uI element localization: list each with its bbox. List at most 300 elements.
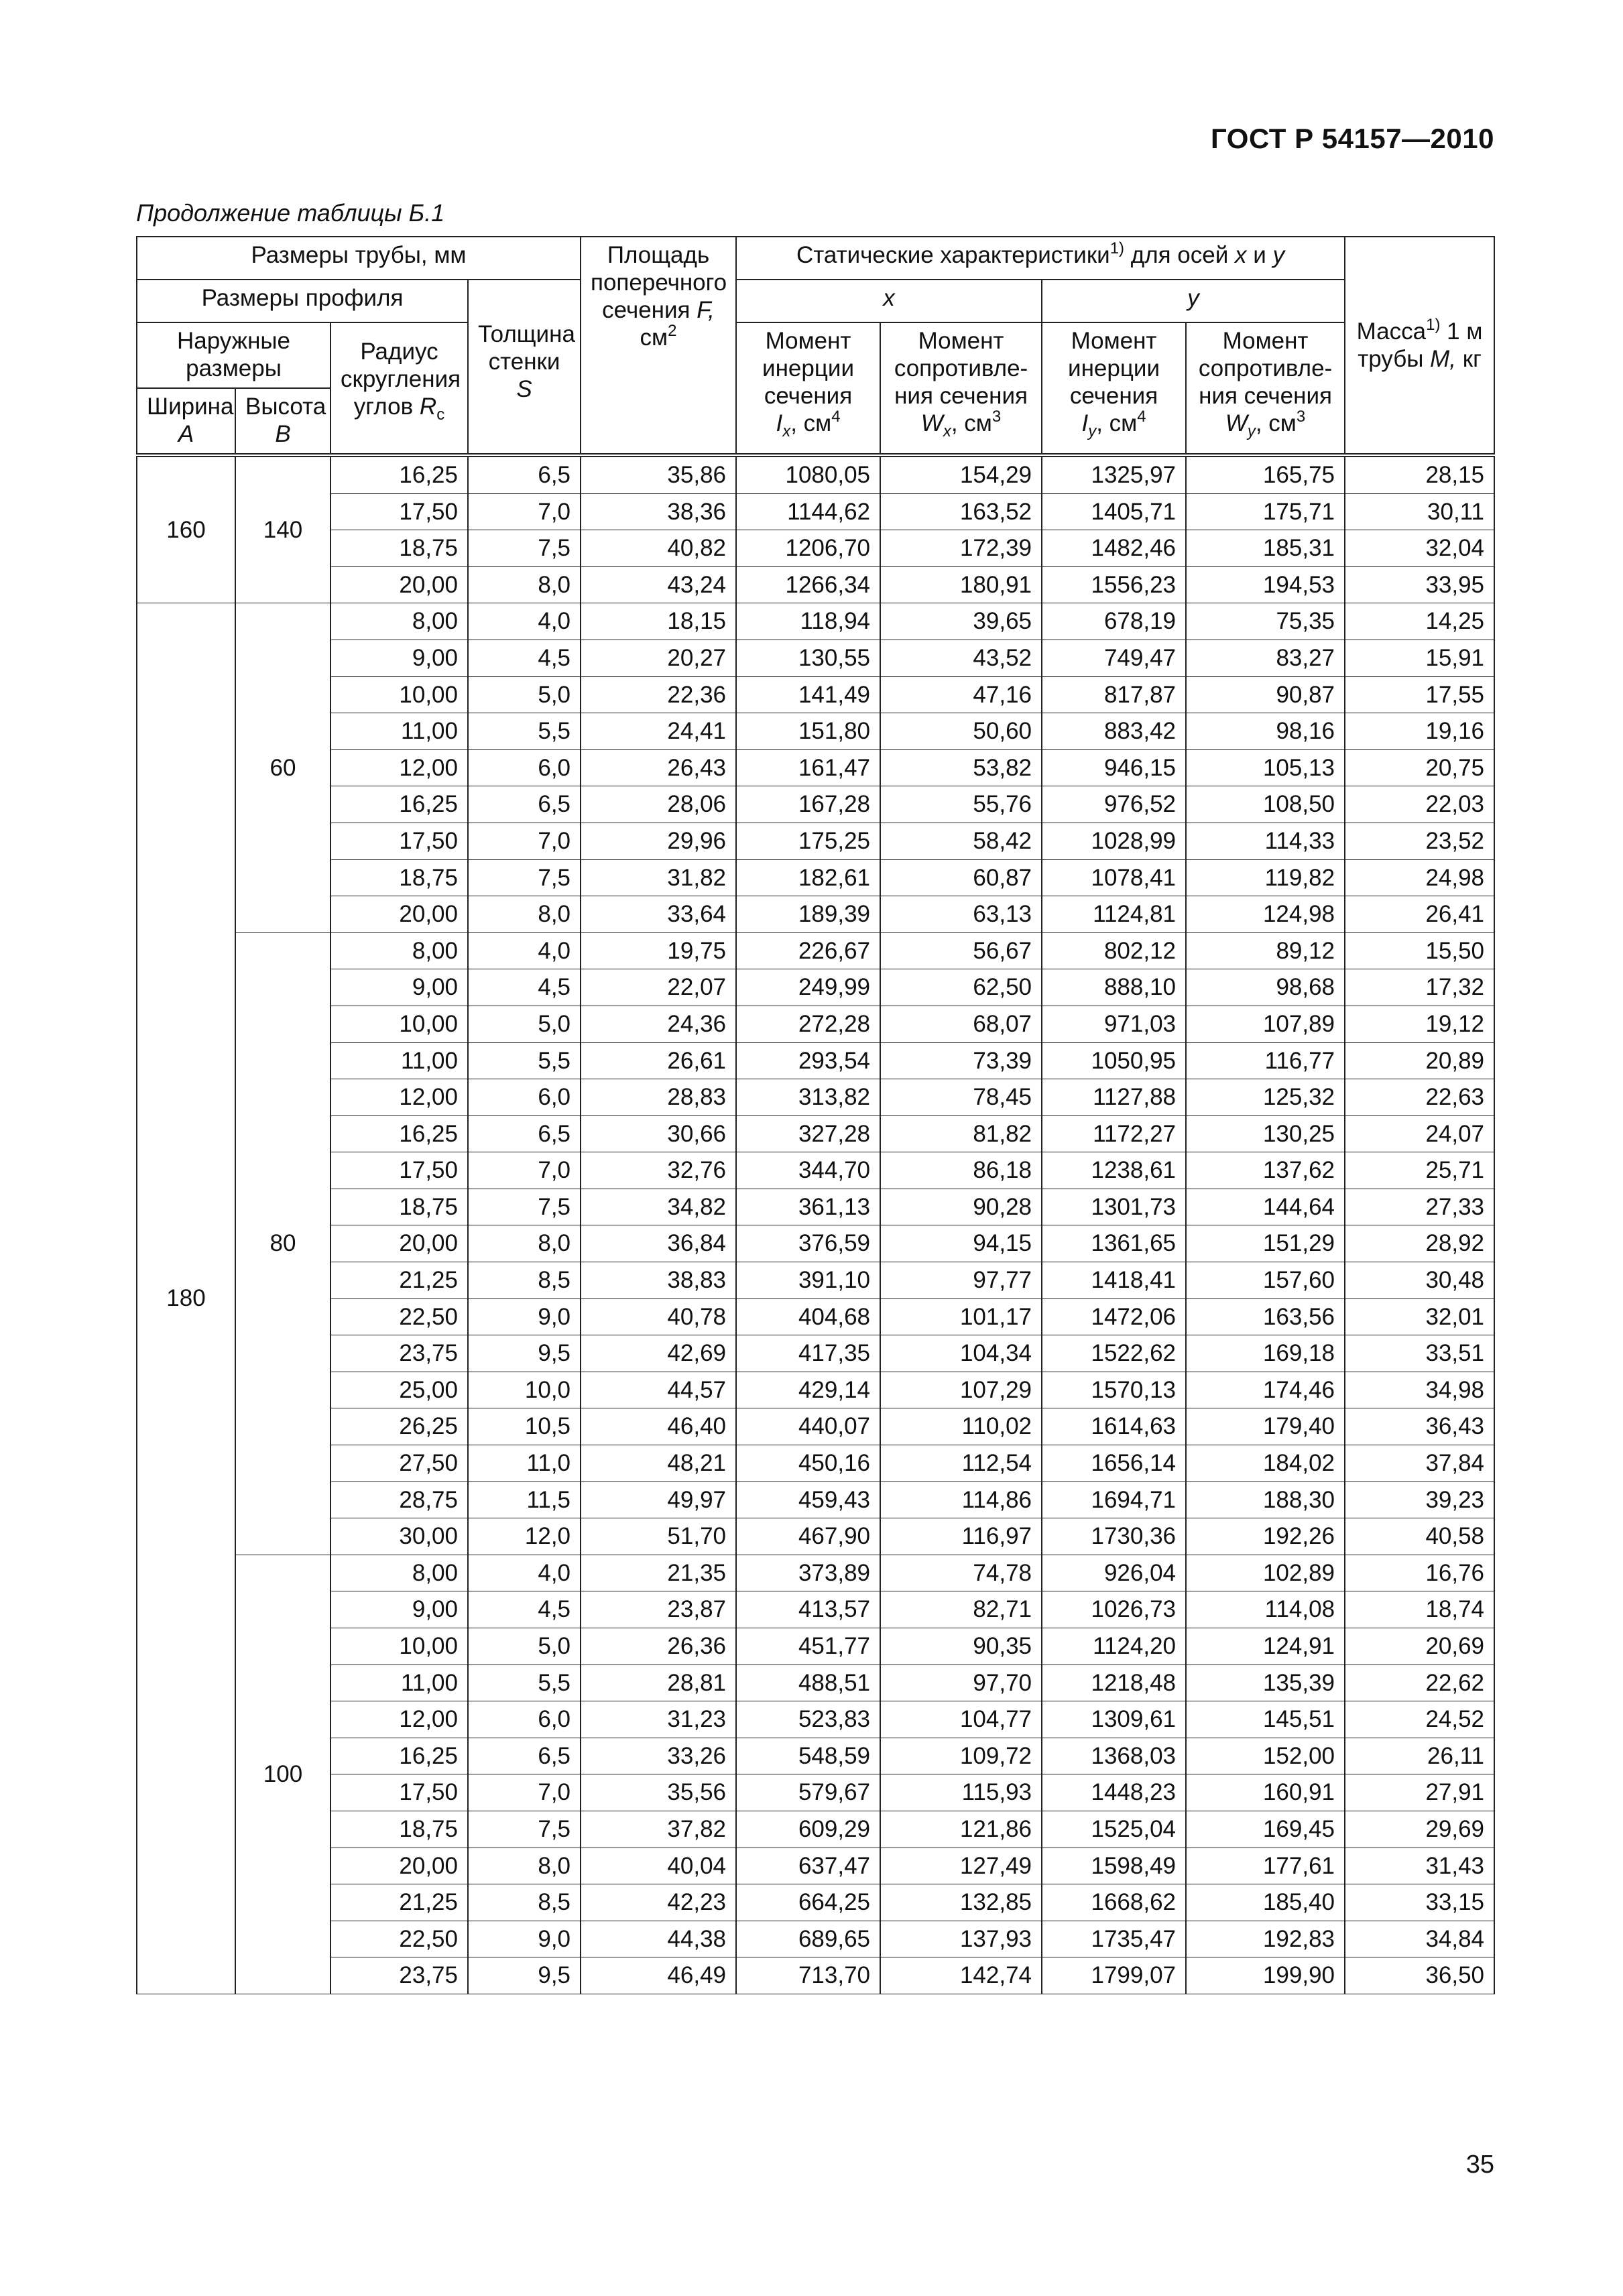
table-row bbox=[137, 749, 1494, 786]
table-row bbox=[137, 603, 1494, 640]
inertia-y-cell: 1301,73 bbox=[1042, 1189, 1186, 1225]
area-cell: 18,15 bbox=[581, 603, 736, 640]
area-cell: 42,23 bbox=[581, 1884, 736, 1921]
height-cell: 60 bbox=[235, 603, 330, 932]
resistance-y-cell: 174,46 bbox=[1186, 1372, 1345, 1408]
resistance-x-cell: 43,52 bbox=[880, 640, 1042, 676]
mass-cell: 25,71 bbox=[1345, 1152, 1494, 1189]
resistance-y-cell: 175,71 bbox=[1186, 493, 1345, 530]
radius-cell: 18,75 bbox=[330, 1811, 468, 1848]
mass-cell: 33,51 bbox=[1345, 1335, 1494, 1372]
inertia-x-cell: 1206,70 bbox=[736, 530, 880, 567]
resistance-y-cell: 107,89 bbox=[1186, 1006, 1345, 1042]
inertia-y-cell: 1614,63 bbox=[1042, 1408, 1186, 1445]
radius-cell: 18,75 bbox=[330, 1189, 468, 1225]
inertia-y-cell: 1418,41 bbox=[1042, 1262, 1186, 1299]
resistance-x-cell: 121,86 bbox=[880, 1811, 1042, 1848]
area-cell: 37,82 bbox=[581, 1811, 736, 1848]
resistance-x-cell: 60,87 bbox=[880, 859, 1042, 896]
resistance-x-cell: 78,45 bbox=[880, 1079, 1042, 1116]
resistance-x-cell: 109,72 bbox=[880, 1738, 1042, 1774]
inertia-y-cell: 1124,20 bbox=[1042, 1628, 1186, 1665]
radius-cell: 17,50 bbox=[330, 493, 468, 530]
mass-cell: 39,23 bbox=[1345, 1482, 1494, 1518]
inertia-y-cell: 1448,23 bbox=[1042, 1774, 1186, 1811]
table-row bbox=[137, 896, 1494, 933]
area-cell: 30,66 bbox=[581, 1115, 736, 1152]
table-row bbox=[137, 566, 1494, 603]
area-cell: 51,70 bbox=[581, 1518, 736, 1555]
thickness-cell: 9,0 bbox=[468, 1298, 581, 1335]
inertia-y-cell: 1694,71 bbox=[1042, 1482, 1186, 1518]
mass-cell: 40,58 bbox=[1345, 1518, 1494, 1555]
table-row bbox=[137, 1152, 1494, 1189]
area-cell: 28,81 bbox=[581, 1665, 736, 1701]
header-height: Высота B bbox=[235, 388, 330, 455]
inertia-x-cell: 609,29 bbox=[736, 1811, 880, 1848]
table-row bbox=[137, 493, 1494, 530]
resistance-x-cell: 104,77 bbox=[880, 1701, 1042, 1738]
area-cell: 31,82 bbox=[581, 859, 736, 896]
table-row bbox=[137, 1811, 1494, 1848]
table-body bbox=[137, 455, 1494, 1994]
resistance-x-cell: 94,15 bbox=[880, 1225, 1042, 1262]
inertia-x-cell: 249,99 bbox=[736, 969, 880, 1006]
table-row bbox=[137, 1957, 1494, 1994]
area-cell: 35,86 bbox=[581, 455, 736, 493]
table-row bbox=[137, 530, 1494, 567]
header-width: Ширина A bbox=[137, 388, 235, 455]
radius-cell: 20,00 bbox=[330, 1225, 468, 1262]
inertia-y-cell: 1525,04 bbox=[1042, 1811, 1186, 1848]
header-thickness: Толщина стенки S bbox=[468, 280, 581, 455]
thickness-cell: 6,0 bbox=[468, 1079, 581, 1116]
header-resistance-x: Момент сопротивле-ния сечения $W_x$, $см^3$ bbox=[880, 322, 1042, 455]
header-pipe-sizes: Размеры трубы, мм bbox=[137, 237, 581, 280]
resistance-y-cell: 188,30 bbox=[1186, 1482, 1345, 1518]
radius-cell: 25,00 bbox=[330, 1372, 468, 1408]
inertia-y-cell: 1405,71 bbox=[1042, 493, 1186, 530]
area-cell: 32,76 bbox=[581, 1152, 736, 1189]
inertia-x-cell: 1266,34 bbox=[736, 566, 880, 603]
table-row bbox=[137, 1555, 1494, 1591]
resistance-y-cell: 116,77 bbox=[1186, 1042, 1345, 1079]
inertia-x-cell: 579,67 bbox=[736, 1774, 880, 1811]
inertia-x-cell: 523,83 bbox=[736, 1701, 880, 1738]
radius-cell: 10,00 bbox=[330, 1006, 468, 1042]
resistance-x-cell: 172,39 bbox=[880, 530, 1042, 567]
resistance-y-cell: 130,25 bbox=[1186, 1115, 1345, 1152]
area-cell: 38,36 bbox=[581, 493, 736, 530]
radius-cell: 8,00 bbox=[330, 1555, 468, 1591]
table-row bbox=[137, 1591, 1494, 1628]
inertia-x-cell: 451,77 bbox=[736, 1628, 880, 1665]
thickness-cell: 8,0 bbox=[468, 896, 581, 933]
table-row bbox=[137, 1189, 1494, 1225]
resistance-x-cell: 81,82 bbox=[880, 1115, 1042, 1152]
mass-cell: 30,48 bbox=[1345, 1262, 1494, 1299]
mass-cell: 19,12 bbox=[1345, 1006, 1494, 1042]
height-cell: 80 bbox=[235, 932, 330, 1555]
inertia-x-cell: 689,65 bbox=[736, 1921, 880, 1957]
inertia-y-cell: 1238,61 bbox=[1042, 1152, 1186, 1189]
mass-cell: 28,92 bbox=[1345, 1225, 1494, 1262]
inertia-y-cell: 1218,48 bbox=[1042, 1665, 1186, 1701]
radius-cell: 17,50 bbox=[330, 1152, 468, 1189]
resistance-x-cell: 104,34 bbox=[880, 1335, 1042, 1372]
thickness-cell: 9,5 bbox=[468, 1957, 581, 1994]
resistance-x-cell: 114,86 bbox=[880, 1482, 1042, 1518]
thickness-cell: 6,5 bbox=[468, 455, 581, 493]
inertia-x-cell: 327,28 bbox=[736, 1115, 880, 1152]
inertia-y-cell: 1127,88 bbox=[1042, 1079, 1186, 1116]
inertia-x-cell: 1144,62 bbox=[736, 493, 880, 530]
header-profile-sizes: Размеры профиля bbox=[137, 280, 468, 322]
inertia-y-cell: 1570,13 bbox=[1042, 1372, 1186, 1408]
profile-pipe-table bbox=[136, 236, 1495, 1994]
table-row bbox=[137, 1445, 1494, 1482]
height-cell: 140 bbox=[235, 455, 330, 603]
resistance-x-cell: 62,50 bbox=[880, 969, 1042, 1006]
thickness-cell: 8,0 bbox=[468, 1848, 581, 1884]
radius-cell: 12,00 bbox=[330, 1701, 468, 1738]
inertia-y-cell: 883,42 bbox=[1042, 713, 1186, 750]
thickness-cell: 7,0 bbox=[468, 493, 581, 530]
table-row bbox=[137, 1042, 1494, 1079]
inertia-x-cell: 313,82 bbox=[736, 1079, 880, 1116]
radius-cell: 23,75 bbox=[330, 1335, 468, 1372]
radius-cell: 28,75 bbox=[330, 1482, 468, 1518]
resistance-x-cell: 47,16 bbox=[880, 676, 1042, 713]
mass-cell: 32,04 bbox=[1345, 530, 1494, 567]
area-cell: 33,26 bbox=[581, 1738, 736, 1774]
header-radius: Радиус скругления углов $R_с$ bbox=[330, 322, 468, 455]
inertia-y-cell: 1556,23 bbox=[1042, 566, 1186, 603]
area-cell: 23,87 bbox=[581, 1591, 736, 1628]
radius-cell: 27,50 bbox=[330, 1445, 468, 1482]
resistance-y-cell: 124,98 bbox=[1186, 896, 1345, 933]
radius-cell: 17,50 bbox=[330, 823, 468, 859]
radius-cell: 16,25 bbox=[330, 1115, 468, 1152]
area-cell: 33,64 bbox=[581, 896, 736, 933]
table-row bbox=[137, 713, 1494, 750]
thickness-cell: 9,0 bbox=[468, 1921, 581, 1957]
resistance-y-cell: 169,18 bbox=[1186, 1335, 1345, 1372]
resistance-x-cell: 101,17 bbox=[880, 1298, 1042, 1335]
inertia-y-cell: 946,15 bbox=[1042, 749, 1186, 786]
inertia-x-cell: 376,59 bbox=[736, 1225, 880, 1262]
mass-cell: 27,33 bbox=[1345, 1189, 1494, 1225]
mass-cell: 14,25 bbox=[1345, 603, 1494, 640]
page-number: 35 bbox=[1465, 2151, 1494, 2179]
thickness-cell: 6,5 bbox=[468, 786, 581, 823]
mass-cell: 26,11 bbox=[1345, 1738, 1494, 1774]
inertia-x-cell: 1080,05 bbox=[736, 455, 880, 493]
inertia-y-cell: 1172,27 bbox=[1042, 1115, 1186, 1152]
area-cell: 35,56 bbox=[581, 1774, 736, 1811]
resistance-x-cell: 116,97 bbox=[880, 1518, 1042, 1555]
inertia-y-cell: 1124,81 bbox=[1042, 896, 1186, 933]
resistance-x-cell: 163,52 bbox=[880, 493, 1042, 530]
radius-cell: 9,00 bbox=[330, 1591, 468, 1628]
inertia-x-cell: 344,70 bbox=[736, 1152, 880, 1189]
resistance-x-cell: 73,39 bbox=[880, 1042, 1042, 1079]
resistance-y-cell: 185,40 bbox=[1186, 1884, 1345, 1921]
resistance-y-cell: 152,00 bbox=[1186, 1738, 1345, 1774]
area-cell: 34,82 bbox=[581, 1189, 736, 1225]
table-row bbox=[137, 1372, 1494, 1408]
thickness-cell: 5,5 bbox=[468, 1665, 581, 1701]
radius-cell: 17,50 bbox=[330, 1774, 468, 1811]
thickness-cell: 4,5 bbox=[468, 1591, 581, 1628]
thickness-cell: 4,0 bbox=[468, 603, 581, 640]
area-cell: 28,06 bbox=[581, 786, 736, 823]
mass-cell: 20,75 bbox=[1345, 749, 1494, 786]
resistance-y-cell: 108,50 bbox=[1186, 786, 1345, 823]
inertia-y-cell: 1078,41 bbox=[1042, 859, 1186, 896]
inertia-x-cell: 373,89 bbox=[736, 1555, 880, 1591]
radius-cell: 16,25 bbox=[330, 786, 468, 823]
resistance-y-cell: 151,29 bbox=[1186, 1225, 1345, 1262]
area-cell: 43,24 bbox=[581, 566, 736, 603]
inertia-x-cell: 413,57 bbox=[736, 1591, 880, 1628]
inertia-y-cell: 817,87 bbox=[1042, 676, 1186, 713]
inertia-x-cell: 130,55 bbox=[736, 640, 880, 676]
inertia-x-cell: 391,10 bbox=[736, 1262, 880, 1299]
mass-cell: 20,69 bbox=[1345, 1628, 1494, 1665]
mass-cell: 20,89 bbox=[1345, 1042, 1494, 1079]
resistance-y-cell: 177,61 bbox=[1186, 1848, 1345, 1884]
resistance-x-cell: 50,60 bbox=[880, 713, 1042, 750]
inertia-y-cell: 1361,65 bbox=[1042, 1225, 1186, 1262]
area-cell: 49,97 bbox=[581, 1482, 736, 1518]
thickness-cell: 9,5 bbox=[468, 1335, 581, 1372]
area-cell: 22,07 bbox=[581, 969, 736, 1006]
area-cell: 24,36 bbox=[581, 1006, 736, 1042]
area-cell: 28,83 bbox=[581, 1079, 736, 1116]
thickness-cell: 5,0 bbox=[468, 1628, 581, 1665]
table-row bbox=[137, 1628, 1494, 1665]
table-row bbox=[137, 1774, 1494, 1811]
thickness-cell: 6,5 bbox=[468, 1115, 581, 1152]
area-cell: 22,36 bbox=[581, 676, 736, 713]
mass-cell: 15,91 bbox=[1345, 640, 1494, 676]
mass-cell: 33,15 bbox=[1345, 1884, 1494, 1921]
mass-cell: 26,41 bbox=[1345, 896, 1494, 933]
radius-cell: 11,00 bbox=[330, 1042, 468, 1079]
inertia-x-cell: 637,47 bbox=[736, 1848, 880, 1884]
radius-cell: 18,75 bbox=[330, 859, 468, 896]
area-cell: 24,41 bbox=[581, 713, 736, 750]
mass-cell: 17,32 bbox=[1345, 969, 1494, 1006]
inertia-x-cell: 488,51 bbox=[736, 1665, 880, 1701]
resistance-y-cell: 119,82 bbox=[1186, 859, 1345, 896]
table-row bbox=[137, 1335, 1494, 1372]
inertia-x-cell: 404,68 bbox=[736, 1298, 880, 1335]
resistance-x-cell: 137,93 bbox=[880, 1921, 1042, 1957]
header-area: Площадь поперечного сечения F, $см^2$ bbox=[581, 237, 736, 455]
inertia-y-cell: 926,04 bbox=[1042, 1555, 1186, 1591]
radius-cell: 9,00 bbox=[330, 640, 468, 676]
radius-cell: 10,00 bbox=[330, 676, 468, 713]
thickness-cell: 8,5 bbox=[468, 1262, 581, 1299]
inertia-x-cell: 417,35 bbox=[736, 1335, 880, 1372]
resistance-y-cell: 125,32 bbox=[1186, 1079, 1345, 1116]
resistance-x-cell: 86,18 bbox=[880, 1152, 1042, 1189]
inertia-y-cell: 971,03 bbox=[1042, 1006, 1186, 1042]
area-cell: 40,82 bbox=[581, 530, 736, 567]
width-cell: 160 bbox=[137, 455, 235, 603]
thickness-cell: 7,0 bbox=[468, 823, 581, 859]
table-row bbox=[137, 1115, 1494, 1152]
area-cell: 31,23 bbox=[581, 1701, 736, 1738]
inertia-y-cell: 1522,62 bbox=[1042, 1335, 1186, 1372]
resistance-y-cell: 185,31 bbox=[1186, 530, 1345, 567]
resistance-y-cell: 194,53 bbox=[1186, 566, 1345, 603]
resistance-y-cell: 124,91 bbox=[1186, 1628, 1345, 1665]
inertia-x-cell: 189,39 bbox=[736, 896, 880, 933]
table-row bbox=[137, 1262, 1494, 1299]
inertia-y-cell: 1028,99 bbox=[1042, 823, 1186, 859]
inertia-y-cell: 1368,03 bbox=[1042, 1738, 1186, 1774]
resistance-x-cell: 90,28 bbox=[880, 1189, 1042, 1225]
table-row bbox=[137, 1848, 1494, 1884]
area-cell: 40,78 bbox=[581, 1298, 736, 1335]
resistance-y-cell: 83,27 bbox=[1186, 640, 1345, 676]
radius-cell: 23,75 bbox=[330, 1957, 468, 1994]
mass-cell: 37,84 bbox=[1345, 1445, 1494, 1482]
resistance-y-cell: 179,40 bbox=[1186, 1408, 1345, 1445]
thickness-cell: 11,0 bbox=[468, 1445, 581, 1482]
radius-cell: 22,50 bbox=[330, 1298, 468, 1335]
resistance-x-cell: 53,82 bbox=[880, 749, 1042, 786]
resistance-y-cell: 89,12 bbox=[1186, 932, 1345, 969]
width-cell: 180 bbox=[137, 603, 235, 1994]
radius-cell: 8,00 bbox=[330, 603, 468, 640]
area-cell: 48,21 bbox=[581, 1445, 736, 1482]
resistance-y-cell: 144,64 bbox=[1186, 1189, 1345, 1225]
radius-cell: 21,25 bbox=[330, 1884, 468, 1921]
mass-cell: 16,76 bbox=[1345, 1555, 1494, 1591]
resistance-y-cell: 135,39 bbox=[1186, 1665, 1345, 1701]
resistance-y-cell: 98,16 bbox=[1186, 713, 1345, 750]
thickness-cell: 7,5 bbox=[468, 1189, 581, 1225]
resistance-x-cell: 68,07 bbox=[880, 1006, 1042, 1042]
radius-cell: 11,00 bbox=[330, 1665, 468, 1701]
area-cell: 44,57 bbox=[581, 1372, 736, 1408]
resistance-y-cell: 163,56 bbox=[1186, 1298, 1345, 1335]
mass-cell: 23,52 bbox=[1345, 823, 1494, 859]
thickness-cell: 12,0 bbox=[468, 1518, 581, 1555]
inertia-x-cell: 361,13 bbox=[736, 1189, 880, 1225]
inertia-y-cell: 1325,97 bbox=[1042, 455, 1186, 493]
table-row bbox=[137, 1921, 1494, 1957]
radius-cell: 18,75 bbox=[330, 530, 468, 567]
table-caption: Продолжение таблицы Б.1 bbox=[136, 199, 445, 227]
resistance-x-cell: 112,54 bbox=[880, 1445, 1042, 1482]
radius-cell: 11,00 bbox=[330, 713, 468, 750]
resistance-x-cell: 56,67 bbox=[880, 932, 1042, 969]
resistance-y-cell: 169,45 bbox=[1186, 1811, 1345, 1848]
inertia-x-cell: 118,94 bbox=[736, 603, 880, 640]
mass-cell: 34,98 bbox=[1345, 1372, 1494, 1408]
thickness-cell: 10,0 bbox=[468, 1372, 581, 1408]
area-cell: 40,04 bbox=[581, 1848, 736, 1884]
resistance-x-cell: 90,35 bbox=[880, 1628, 1042, 1665]
document-code: ГОСТ Р 54157—2010 bbox=[1211, 123, 1494, 154]
resistance-y-cell: 199,90 bbox=[1186, 1957, 1345, 1994]
mass-cell: 34,84 bbox=[1345, 1921, 1494, 1957]
area-cell: 26,36 bbox=[581, 1628, 736, 1665]
resistance-y-cell: 145,51 bbox=[1186, 1701, 1345, 1738]
mass-cell: 24,52 bbox=[1345, 1701, 1494, 1738]
inertia-y-cell: 1735,47 bbox=[1042, 1921, 1186, 1957]
thickness-cell: 8,0 bbox=[468, 1225, 581, 1262]
mass-cell: 22,62 bbox=[1345, 1665, 1494, 1701]
area-cell: 20,27 bbox=[581, 640, 736, 676]
inertia-y-cell: 888,10 bbox=[1042, 969, 1186, 1006]
radius-cell: 30,00 bbox=[330, 1518, 468, 1555]
resistance-y-cell: 105,13 bbox=[1186, 749, 1345, 786]
area-cell: 46,49 bbox=[581, 1957, 736, 1994]
header-static-characteristics: Статические характеристики$^{1)}$ для осей x и y bbox=[736, 237, 1345, 280]
radius-cell: 12,00 bbox=[330, 749, 468, 786]
area-cell: 36,84 bbox=[581, 1225, 736, 1262]
thickness-cell: 11,5 bbox=[468, 1482, 581, 1518]
header-axis-y: y bbox=[1042, 280, 1345, 322]
area-cell: 38,83 bbox=[581, 1262, 736, 1299]
thickness-cell: 5,5 bbox=[468, 1042, 581, 1079]
radius-cell: 26,25 bbox=[330, 1408, 468, 1445]
table-row bbox=[137, 1006, 1494, 1042]
inertia-x-cell: 167,28 bbox=[736, 786, 880, 823]
mass-cell: 18,74 bbox=[1345, 1591, 1494, 1628]
radius-cell: 8,00 bbox=[330, 932, 468, 969]
resistance-x-cell: 110,02 bbox=[880, 1408, 1042, 1445]
resistance-x-cell: 55,76 bbox=[880, 786, 1042, 823]
radius-cell: 22,50 bbox=[330, 1921, 468, 1957]
mass-cell: 15,50 bbox=[1345, 932, 1494, 969]
inertia-y-cell: 1656,14 bbox=[1042, 1445, 1186, 1482]
header-resistance-y: Момент сопротивле-ния сечения $W_y$, $см^3$ bbox=[1186, 322, 1345, 455]
inertia-x-cell: 226,67 bbox=[736, 932, 880, 969]
thickness-cell: 7,0 bbox=[468, 1774, 581, 1811]
mass-cell: 19,16 bbox=[1345, 713, 1494, 750]
table-row bbox=[137, 1701, 1494, 1738]
area-cell: 26,43 bbox=[581, 749, 736, 786]
table-row bbox=[137, 455, 1494, 493]
thickness-cell: 5,0 bbox=[468, 1006, 581, 1042]
table-row bbox=[137, 1482, 1494, 1518]
resistance-x-cell: 154,29 bbox=[880, 455, 1042, 493]
mass-cell: 33,95 bbox=[1345, 566, 1494, 603]
resistance-y-cell: 192,83 bbox=[1186, 1921, 1345, 1957]
resistance-x-cell: 180,91 bbox=[880, 566, 1042, 603]
thickness-cell: 6,0 bbox=[468, 1701, 581, 1738]
thickness-cell: 5,0 bbox=[468, 676, 581, 713]
inertia-x-cell: 429,14 bbox=[736, 1372, 880, 1408]
header-axis-x: x bbox=[736, 280, 1042, 322]
mass-cell: 17,55 bbox=[1345, 676, 1494, 713]
thickness-cell: 7,0 bbox=[468, 1152, 581, 1189]
table-row bbox=[137, 859, 1494, 896]
resistance-x-cell: 115,93 bbox=[880, 1774, 1042, 1811]
header-inertia-x: Момент инерции сечения $I_x$, $см^4$ bbox=[736, 322, 880, 455]
resistance-x-cell: 63,13 bbox=[880, 896, 1042, 933]
table-row bbox=[137, 932, 1494, 969]
resistance-x-cell: 82,71 bbox=[880, 1591, 1042, 1628]
table-row bbox=[137, 1518, 1494, 1555]
